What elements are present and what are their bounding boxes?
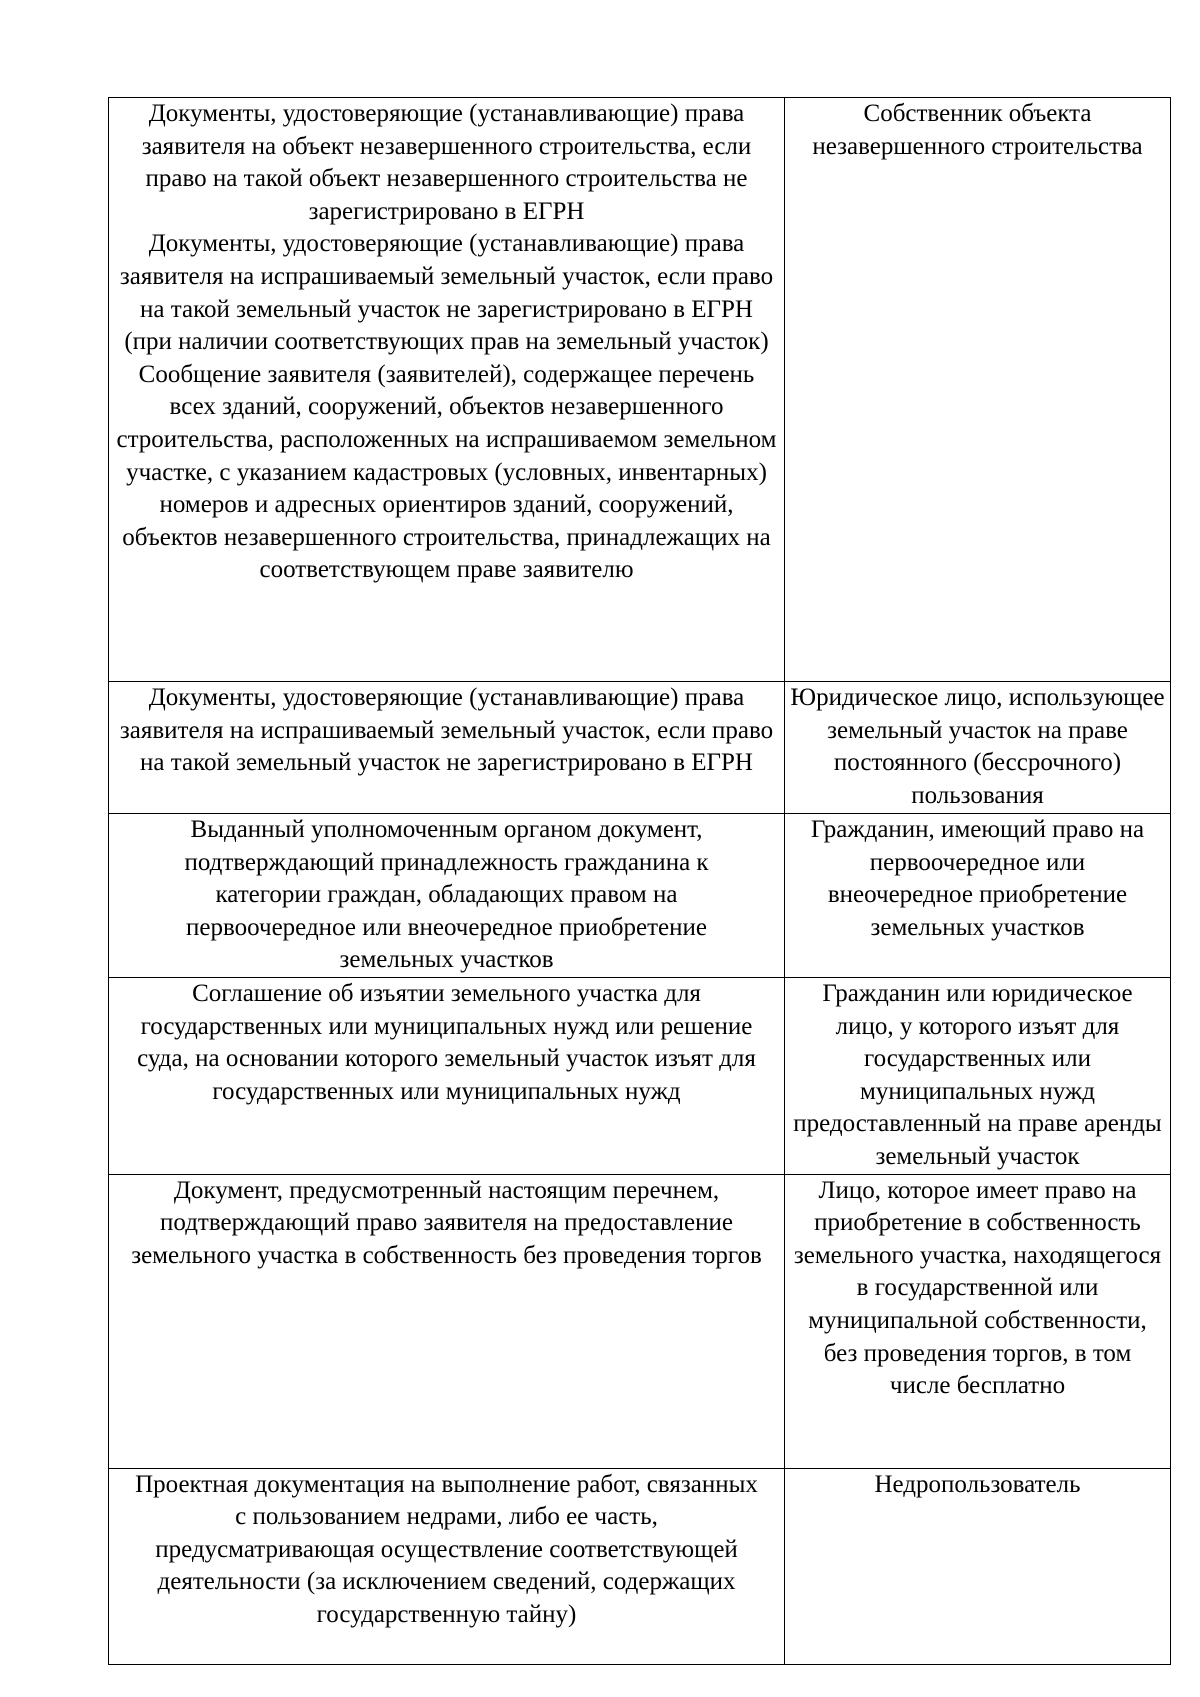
documents-cell [109, 814, 785, 978]
documents-table [108, 97, 1171, 1665]
applicant-cell [785, 978, 1171, 1175]
table-row [109, 978, 1171, 1175]
document-text: Документ, предусмотренный настоящим перечнем, подтверждающий право заявителя на предоставление земельного участка в собственность без проведения торгов [131, 1176, 762, 1269]
applicant-cell [785, 682, 1171, 814]
documents-cell [109, 1174, 785, 1468]
documents-cell [109, 682, 785, 814]
table-row [109, 814, 1171, 978]
document-text: Выданный уполномоченным органом документ, подтверждающий принадлежность гражданина к категории граждан, обладающих правом на первоочередное или внеочередное приобретение земельных участков [184, 816, 709, 974]
documents-cell [109, 978, 785, 1175]
document-text: Документы, удостоверяющие (устанавливающие) права заявителя на объект незавершенного строительства, если право на такой объект незавершенного строительства не зарегистрировано в ЕГРН [141, 100, 752, 225]
applicant-text: Недропользователь [874, 1470, 1081, 1498]
applicant-text: Юридическое лицо, использующее земельный участок на праве постоянного (бессрочного) пользования [790, 684, 1165, 809]
applicant-cell [785, 1174, 1171, 1468]
document-text: Документы, удостоверяющие (устанавливающие) права заявителя на испрашиваемый земельный участок, если право на такой земельный участок не зарегистрировано в ЕГРН (при наличии соответствующих прав на земельный участок) [119, 230, 774, 356]
applicant-cell [785, 1468, 1171, 1664]
table-row [109, 682, 1171, 814]
applicant-text: Гражданин, имеющий право на первоочередное или внеочередное приобретение земельных участков [810, 816, 1145, 941]
applicant-text: Собственник объекта незавершенного строительства [812, 100, 1143, 160]
document-text: Соглашение об изъятии земельного участка для государственных или муниципальных нужд или решение суда, на основании которого земельный участок изъят для государственных или муниципальных нужд [137, 980, 756, 1105]
document-text: Документы, удостоверяющие (устанавливающие) права заявителя на испрашиваемый земельный участок, если право на такой земельный участок не зарегистрировано в ЕГРН [119, 684, 774, 777]
table-row [109, 98, 1171, 682]
documents-cell [109, 98, 785, 682]
documents-cell [109, 1468, 785, 1664]
document-text: Проектная документация на выполнение работ, связанных с пользованием недрами, либо ее часть, предусматривающая осуществление соответствующей деятельности (за исключением сведений, содержащих государственную тайну) [135, 1470, 758, 1628]
document-text: Сообщение заявителя (заявителей), содержащее перечень всех зданий, сооружений, объектов незавершенного строительства, расположенных на испрашиваемом земельном участке, с указанием кадастровых (условных, инвентарных) номеров и адресных ориентиров зданий, сооружений, объектов незавершенного строительства, принадлежащих на соответствующем праве заявителю [116, 360, 777, 584]
table-row [109, 1174, 1171, 1468]
table-row [109, 1468, 1171, 1664]
applicant-cell [785, 98, 1171, 682]
applicant-text: Гражданин или юридическое лицо, у которого изъят для государственных или муниципальных нужд предоставленный на праве аренды земельный участок [793, 980, 1162, 1170]
applicant-cell [785, 814, 1171, 978]
applicant-text: Лицо, которое имеет право на приобретение в собственность земельного участка, находящегося в государственной или муниципальной собственности, без проведения торгов, в том числе бесплатно [793, 1176, 1162, 1400]
